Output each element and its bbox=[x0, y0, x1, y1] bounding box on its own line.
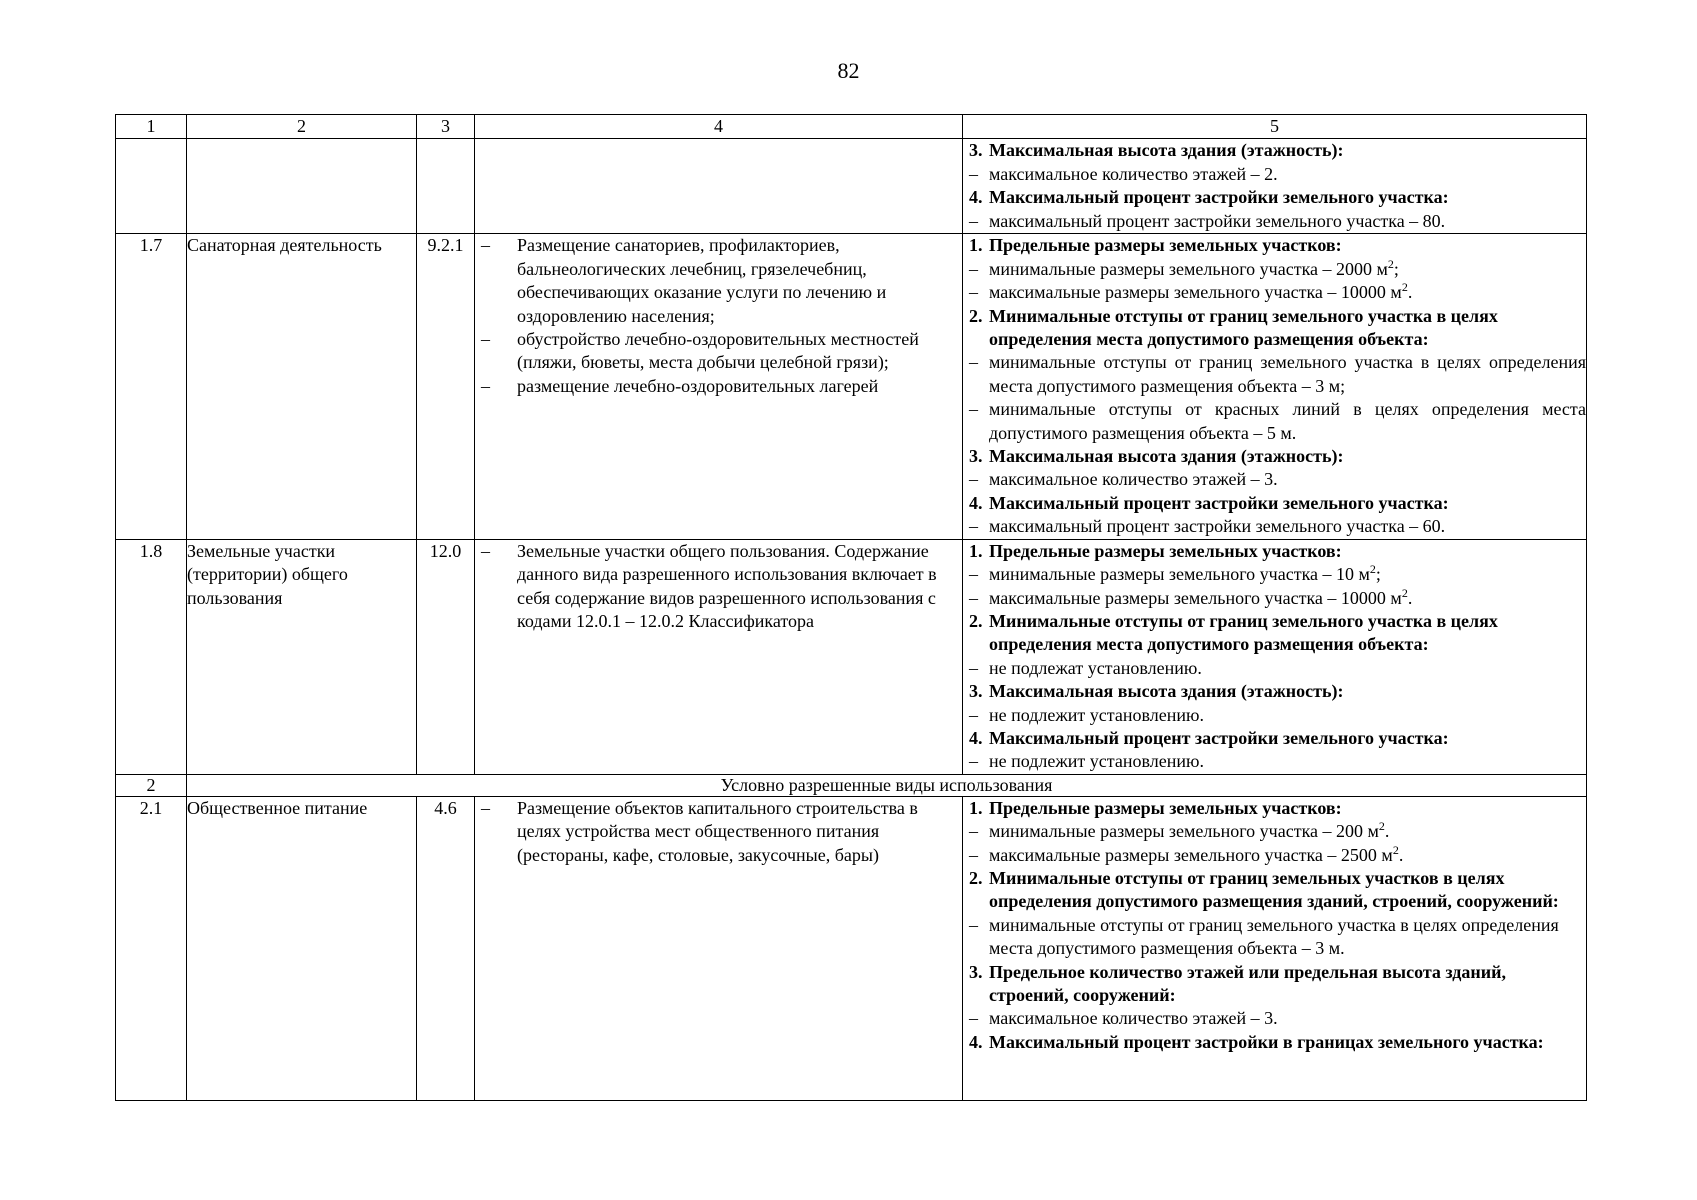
parameter-item bbox=[963, 563, 1586, 586]
parameter-marker: – bbox=[969, 704, 978, 725]
parameter-marker: 2. bbox=[969, 867, 983, 888]
parameter-text: максимальное количество этажей – 2. bbox=[989, 163, 1278, 184]
dash-marker: – bbox=[481, 375, 490, 396]
parameter-marker: 3. bbox=[969, 681, 983, 702]
superscript: 2 bbox=[1378, 819, 1385, 834]
parameter-item bbox=[963, 351, 1586, 398]
parameter-item bbox=[963, 657, 1586, 680]
use-parameters bbox=[963, 539, 1587, 774]
parameter-text: Максимальный процент застройки земельного участка: bbox=[989, 727, 1449, 748]
superscript: 2 bbox=[1401, 585, 1408, 600]
parameter-heading bbox=[963, 727, 1586, 750]
use-name: Земельные участки (территории) общего пользования bbox=[187, 539, 417, 774]
parameter-item bbox=[963, 820, 1586, 843]
parameter-text: минимальные размеры земельного участка – 10 $м^2$; bbox=[989, 562, 1381, 585]
parameter-marker: 1. bbox=[969, 797, 983, 818]
parameter-marker: – bbox=[969, 751, 978, 772]
dash-marker: – bbox=[481, 540, 490, 561]
parameter-item bbox=[963, 398, 1586, 445]
use-parameters bbox=[963, 234, 1587, 539]
parameter-marker: – bbox=[969, 399, 978, 420]
zoning-table bbox=[115, 114, 1587, 1101]
parameter-marker: – bbox=[969, 564, 978, 585]
parameter-item bbox=[963, 914, 1586, 961]
parameter-heading bbox=[963, 680, 1586, 703]
description-text: Земельные участки общего пользования. Содержание данного вида разрешенного использования включает в себя содержание видов разрешенного использования с кодами 12.0.1 – 12.0.2 Классификатора bbox=[517, 540, 937, 631]
use-description bbox=[475, 139, 963, 234]
use-code: 9.2.1 bbox=[417, 234, 475, 539]
description-text: Размещение санаториев, профилакториев, бальнеологических лечебниц, грязелечебниц, обеспечивающих оказание услуги по лечению и оздоровлению населения; bbox=[517, 235, 887, 326]
parameter-heading bbox=[963, 961, 1586, 1008]
parameter-marker: 2. bbox=[969, 610, 983, 631]
parameter-marker: 1. bbox=[969, 540, 983, 561]
parameter-marker: 2. bbox=[969, 305, 983, 326]
parameter-text: минимальные размеры земельного участка – 2000 $м^2$; bbox=[989, 256, 1399, 279]
parameter-marker: 4. bbox=[969, 1031, 983, 1052]
description-item bbox=[475, 540, 962, 634]
parameter-item bbox=[963, 1007, 1586, 1030]
parameter-text: Предельные размеры земельных участков: bbox=[989, 235, 1342, 256]
parameter-marker: 3. bbox=[969, 140, 983, 161]
parameter-text: Предельные размеры земельных участков: bbox=[989, 797, 1342, 818]
parameter-item bbox=[963, 258, 1586, 281]
parameter-text: максимальные размеры земельного участка – 10000 $м^2$. bbox=[989, 280, 1413, 303]
parameter-text: минимальные отступы от границ земельного участка в целях определения места допустимого размещения объекта – 3 м. bbox=[989, 914, 1559, 959]
parameter-text: максимальные размеры земельного участка – 10000 $м^2$. bbox=[989, 585, 1413, 608]
parameter-text: максимальные размеры земельного участка – 2500 $м^2$. bbox=[989, 842, 1404, 865]
parameter-item bbox=[963, 844, 1586, 867]
superscript: 2 bbox=[1387, 256, 1394, 271]
superscript: 2 bbox=[1369, 562, 1376, 577]
use-description bbox=[475, 539, 963, 774]
parameter-text: максимальный процент застройки земельного участка – 80. bbox=[989, 210, 1446, 231]
parameter-text: Минимальные отступы от границ земельного участка в целях определения места допустимого размещения объекта: bbox=[989, 610, 1498, 655]
header-col-1: 1 bbox=[116, 115, 187, 139]
description-text: обустройство лечебно-оздоровительных местностей (пляжи, бюветы, места добычи целебной грязи); bbox=[517, 329, 919, 373]
dash-marker: – bbox=[481, 235, 490, 256]
use-code bbox=[417, 139, 475, 234]
table-body bbox=[116, 139, 1587, 1100]
header-col-5: 5 bbox=[963, 115, 1587, 139]
parameter-text: Предельные размеры земельных участков: bbox=[989, 540, 1342, 561]
parameter-text: максимальный процент застройки земельного участка – 60. bbox=[989, 516, 1446, 537]
table-row bbox=[116, 139, 1587, 234]
parameter-marker: 4. bbox=[969, 187, 983, 208]
parameter-marker: – bbox=[969, 914, 978, 935]
row-number: 1.8 bbox=[116, 539, 187, 774]
parameter-marker: 1. bbox=[969, 235, 983, 256]
dash-marker: – bbox=[481, 797, 490, 818]
use-name: Общественное питание bbox=[187, 796, 417, 1100]
parameter-item bbox=[963, 750, 1586, 773]
parameter-marker: – bbox=[969, 657, 978, 678]
section-row bbox=[116, 774, 1587, 796]
parameter-text: максимальное количество этажей – 3. bbox=[989, 1008, 1278, 1029]
header-col-2: 2 bbox=[187, 115, 417, 139]
parameter-marker: – bbox=[969, 844, 978, 865]
use-name bbox=[187, 139, 417, 234]
parameter-heading bbox=[963, 234, 1586, 257]
use-name: Санаторная деятельность bbox=[187, 234, 417, 539]
table-row bbox=[116, 234, 1587, 539]
parameter-text: Предельное количество этажей или предельная высота зданий, строений, сооружений: bbox=[989, 961, 1507, 1005]
parameter-marker: 3. bbox=[969, 446, 983, 467]
description-item bbox=[475, 375, 962, 398]
section-number: 2 bbox=[116, 774, 187, 796]
description-item bbox=[475, 797, 962, 867]
parameter-heading bbox=[963, 492, 1586, 515]
parameter-marker: 3. bbox=[969, 961, 983, 982]
description-text: Размещение объектов капитального строительства в целях устройства мест общественного питания (рестораны, кафе, столовые, закусочные, бары) bbox=[517, 797, 918, 865]
parameter-marker: – bbox=[969, 282, 978, 303]
parameter-text: Минимальные отступы от границ земельных участков в целях определения допустимого размещения зданий, строений, сооружений: bbox=[989, 867, 1559, 912]
parameter-item bbox=[963, 468, 1586, 491]
parameter-text: минимальные размеры земельного участка – 200 $м^2$. bbox=[989, 819, 1390, 842]
table-row bbox=[116, 796, 1587, 1100]
parameter-text: Максимальная высота здания (этажность): bbox=[989, 446, 1344, 467]
parameter-heading bbox=[963, 445, 1586, 468]
parameter-text: Максимальная высота здания (этажность): bbox=[989, 681, 1344, 702]
parameter-marker: – bbox=[969, 163, 978, 184]
parameter-item bbox=[963, 281, 1586, 304]
parameter-heading bbox=[963, 867, 1586, 914]
description-item bbox=[475, 328, 962, 375]
page-number: 82 bbox=[837, 58, 860, 83]
row-number: 2.1 bbox=[116, 796, 187, 1100]
parameter-heading bbox=[963, 540, 1586, 563]
parameter-text: Максимальный процент застройки земельного участка: bbox=[989, 187, 1449, 208]
use-description bbox=[475, 796, 963, 1100]
row-number: 1.7 bbox=[116, 234, 187, 539]
parameter-text: не подлежит установлению. bbox=[989, 704, 1204, 725]
parameter-item bbox=[963, 587, 1586, 610]
parameter-marker: 4. bbox=[969, 492, 983, 513]
parameter-text: максимальное количество этажей – 3. bbox=[989, 469, 1278, 490]
table-row bbox=[116, 539, 1587, 774]
superscript: 2 bbox=[1401, 280, 1408, 295]
parameter-marker: – bbox=[969, 587, 978, 608]
use-description bbox=[475, 234, 963, 539]
parameter-text: минимальные отступы от красных линий в целях определения места допустимого размещения объекта – 5 м. bbox=[989, 399, 1586, 443]
description-item bbox=[475, 234, 962, 328]
parameter-marker: – bbox=[969, 469, 978, 490]
header-col-4: 4 bbox=[475, 115, 963, 139]
parameter-text: не подлежит установлению. bbox=[989, 751, 1204, 772]
parameter-marker: – bbox=[969, 258, 978, 279]
parameter-marker: – bbox=[969, 210, 978, 231]
superscript: 2 bbox=[1392, 842, 1399, 857]
description-text: размещение лечебно-оздоровительных лагерей bbox=[517, 375, 879, 396]
parameter-marker: 4. bbox=[969, 727, 983, 748]
row-number bbox=[116, 139, 187, 234]
parameter-text: Максимальный процент застройки в границах земельного участка: bbox=[989, 1031, 1544, 1052]
parameter-text: Минимальные отступы от границ земельного участка в целях определения места допустимого размещения объекта: bbox=[989, 305, 1498, 350]
parameter-heading bbox=[963, 305, 1586, 352]
header-row bbox=[116, 115, 1587, 139]
section-title: Условно разрешенные виды использования bbox=[187, 774, 1587, 796]
parameter-heading bbox=[963, 610, 1586, 657]
header-col-3: 3 bbox=[417, 115, 475, 139]
use-parameters bbox=[963, 796, 1587, 1100]
parameter-item bbox=[963, 704, 1586, 727]
parameter-text: Максимальный процент застройки земельного участка: bbox=[989, 492, 1449, 513]
parameter-marker: – bbox=[969, 516, 978, 537]
use-code: 12.0 bbox=[417, 539, 475, 774]
parameter-marker: – bbox=[969, 821, 978, 842]
parameter-item bbox=[963, 515, 1586, 538]
parameter-item bbox=[963, 163, 1586, 186]
parameter-heading bbox=[963, 186, 1586, 209]
parameter-text: Максимальная высота здания (этажность): bbox=[989, 140, 1344, 161]
use-parameters bbox=[963, 139, 1587, 234]
parameter-marker: – bbox=[969, 352, 978, 373]
parameter-text: минимальные отступы от границ земельного участка в целях определения места допустимого размещения объекта – 3 м; bbox=[989, 352, 1586, 396]
parameter-heading bbox=[963, 797, 1586, 820]
parameter-heading bbox=[963, 1031, 1586, 1054]
parameter-text: не подлежат установлению. bbox=[989, 657, 1202, 678]
parameter-marker: – bbox=[969, 1008, 978, 1029]
parameter-heading bbox=[963, 139, 1586, 162]
dash-marker: – bbox=[481, 329, 490, 350]
use-code: 4.6 bbox=[417, 796, 475, 1100]
parameter-item bbox=[963, 210, 1586, 233]
